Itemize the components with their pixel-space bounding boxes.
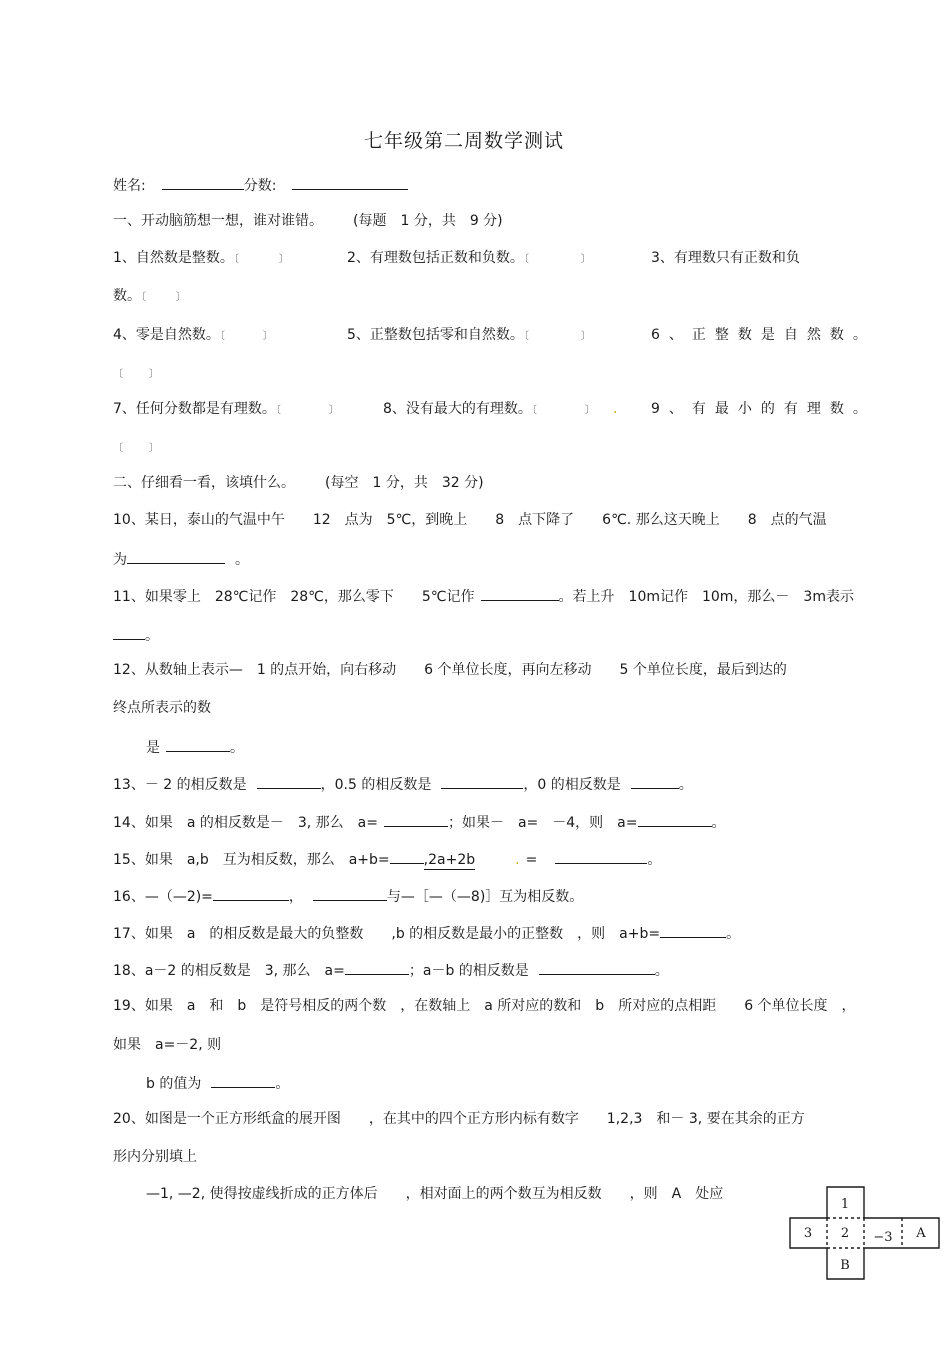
section1-points: (每题 1 分，共 9 分): [353, 213, 503, 229]
q4-text: 4、零是自然数。: [113, 327, 220, 343]
q8-text: 8、没有最大的有理数。: [383, 401, 532, 417]
question-20: 20、如图是一个正方形纸盒的展开图 ，在其中的四个正方形内标有数字 1,2,3 和－ 3, 要在其余的正方: [113, 1111, 805, 1127]
section1-heading-text: 一、开动脑筋想一想，谁对谁错。: [113, 213, 323, 229]
q3-bracket-close: 〕: [176, 292, 186, 303]
q5-bracket-open[interactable]: 〔: [523, 331, 529, 342]
page-title: 七年级第二周数学测试: [364, 130, 565, 152]
q1-bracket-close: 〕: [278, 254, 289, 265]
q9-bracket-open[interactable]: 〔: [113, 443, 123, 454]
q10-end: 。: [235, 552, 249, 568]
q19-text-c: b 的值为: [146, 1076, 202, 1092]
name-label: 姓名:: [113, 178, 146, 194]
q4-bracket-close: 〕: [262, 331, 273, 342]
q18-text-b: ；a－b 的相反数是: [408, 963, 529, 979]
q2-bracket-open[interactable]: 〔: [523, 254, 529, 265]
question-9: 9、有最小的有理数。: [651, 401, 876, 417]
q18-blank-1[interactable]: [345, 960, 409, 975]
q5-text: 5、正整数包括零和自然数。: [347, 327, 524, 343]
question-6-cont: [113, 364, 159, 384]
q4-bracket-open[interactable]: 〔: [219, 331, 225, 342]
q6-bracket-close: 〕: [149, 369, 159, 380]
question-6: 6、正整数是自然数。: [651, 327, 876, 343]
q14-text: 14、如果 a 的相反数是－ 3, 那么 a=: [113, 815, 378, 831]
q15-text-b: ,2a+2b: [423, 852, 476, 868]
q14-text-b: ；如果－ a= －4，则 a=: [447, 815, 638, 831]
question-20-cont: 形内分别填上: [113, 1149, 197, 1165]
question-19-cont2: [146, 1073, 289, 1093]
question-8: [383, 400, 595, 420]
question-7: [113, 400, 339, 420]
section2-points: (每空 1 分，共 32 分): [325, 475, 484, 491]
q13-blank-3[interactable]: [631, 774, 679, 789]
q10-blank[interactable]: [127, 549, 225, 564]
question-14: [113, 812, 726, 832]
q7-text: 7、任何分数都是有理数。: [113, 401, 276, 417]
q18-end: 。: [654, 963, 669, 979]
q16-comma: ，: [288, 889, 303, 905]
q13-blank-2[interactable]: [441, 774, 523, 789]
q14-end: 。: [711, 815, 726, 831]
q11-blank-1[interactable]: [481, 586, 559, 601]
question-2: [347, 249, 591, 269]
q19-end: 。: [275, 1076, 290, 1092]
name-blank[interactable]: [162, 175, 244, 190]
section2-heading-text: 二、仔细看一看，该填什么。: [113, 475, 295, 491]
question-19: 19、如果 a 和 b 是符号相反的两个数 ，在数轴上 a 所对应的数和 b 所对应的点相距 6 个单位长度 ，: [113, 998, 856, 1014]
net-cell-top: 1: [840, 1197, 850, 1212]
q11-blank-2[interactable]: [113, 625, 145, 640]
question-17: [113, 923, 740, 943]
q11-text-b: 。若上升 10m记作 10m，那么－ 3m表示: [558, 589, 854, 605]
q6-bracket-open[interactable]: 〔: [113, 369, 123, 380]
q18-text: 18、a－2 的相反数是 3, 那么 a=: [113, 963, 345, 979]
question-4: [113, 326, 273, 346]
net-cell-center: 2: [840, 1226, 850, 1241]
q13-blank-1[interactable]: [257, 774, 321, 789]
q16-blank-1[interactable]: [213, 886, 289, 901]
section1-heading: [113, 212, 503, 230]
q13-text-c: ，0 的相反数是: [523, 777, 621, 793]
q13-end: 。: [678, 777, 693, 793]
question-13: [113, 774, 693, 794]
q19-blank[interactable]: [211, 1073, 275, 1088]
q16-text-c: 与—［—（—8)］互为相反数。: [386, 889, 584, 905]
q3-text-cont: 数。: [113, 288, 141, 304]
q15-end: 。: [647, 852, 662, 868]
question-16: [113, 886, 583, 906]
question-18: [113, 960, 669, 980]
q8-bracket-open[interactable]: 〔: [531, 405, 537, 416]
net-cell-right1: −3: [873, 1230, 893, 1245]
net-cell-A[interactable]: A: [916, 1226, 926, 1241]
q17-text: 17、如果 a 的相反数是最大的负整数 ,b 的相反数是最小的正整数 ，则 a+b=: [113, 926, 661, 942]
q12-blank[interactable]: [166, 737, 230, 752]
q16-text: 16、—（—2)=: [113, 889, 213, 905]
q18-blank-2[interactable]: [539, 960, 655, 975]
question-9-cont: [113, 438, 159, 458]
q7-bracket-open[interactable]: 〔: [275, 405, 281, 416]
question-19-cont: 如果 a=－2, 则: [113, 1037, 222, 1053]
q15-equals: =: [525, 852, 538, 868]
score-blank[interactable]: [292, 175, 408, 190]
q8-bracket-close: 〕: [584, 405, 595, 416]
q11-text: 11、如果零上 28℃记作 28℃，那么零下 5℃记作: [113, 589, 475, 605]
q11-end: 。: [145, 628, 159, 644]
question-3-cont: [113, 287, 186, 307]
q17-end: 。: [726, 926, 741, 942]
score-label: 分数:: [243, 178, 277, 194]
q12-text-c: 是: [146, 740, 160, 756]
cube-net-figure: [789, 1185, 941, 1281]
q9-bracket-close: 〕: [149, 443, 159, 454]
q14-blank-1[interactable]: [384, 812, 448, 827]
question-3: 3、有理数只有正数和负: [651, 250, 800, 266]
q1-text: 1、自然数是整数。: [113, 250, 234, 266]
question-10-cont: [113, 549, 249, 569]
net-cell-B[interactable]: B: [840, 1258, 850, 1273]
q10-text-cont: 为: [113, 552, 127, 568]
question-12-cont2: [146, 737, 244, 757]
question-15: [113, 849, 661, 870]
q12-end: 。: [230, 740, 244, 756]
q13-text: 13、－ 2 的相反数是: [113, 777, 247, 793]
question-11: [113, 586, 854, 606]
q17-blank[interactable]: [660, 923, 726, 938]
q3-bracket-open[interactable]: 〔: [141, 292, 146, 303]
q2-text: 2、有理数包括正数和负数。: [347, 250, 524, 266]
question-12-cont: 终点所表示的数: [113, 700, 211, 716]
question-20-cont2: —1, —2, 使得按虚线折成的正方体后 ，相对面上的两个数互为相反数 ，则 A 处应: [146, 1186, 724, 1202]
name-score-line: [113, 175, 408, 195]
q13-text-b: ，0.5 的相反数是: [320, 777, 432, 793]
q1-bracket-open[interactable]: 〔: [233, 254, 239, 265]
q7-bracket-close: 〕: [328, 405, 339, 416]
question-11-cont: [113, 625, 159, 645]
question-5: [347, 326, 591, 346]
section2-heading: [113, 474, 484, 492]
net-cell-left: 3: [803, 1226, 813, 1241]
question-1: [113, 249, 289, 269]
q5-bracket-close: 〕: [580, 331, 591, 342]
q15-text: 15、如果 a,b 互为相反数，那么 a+b=: [113, 852, 390, 868]
q16-blank-2[interactable]: [313, 886, 387, 901]
question-12: 12、从数轴上表示— 1 的点开始，向右移动 6 个单位长度，再向左移动 5 个单位长度，最后到达的: [113, 662, 787, 678]
q15-blank-2[interactable]: [555, 849, 647, 864]
decorative-dot: .: [613, 401, 618, 417]
q14-blank-2[interactable]: [638, 812, 712, 827]
q2-bracket-close: 〕: [580, 254, 591, 265]
q15-blank-1[interactable]: [390, 849, 424, 864]
question-10: 10、某日，泰山的气温中午 12 点为 5℃，到晚上 8 点下降了 6℃. 那么这天晚上 8 点的气温: [113, 512, 827, 528]
decorative-dot-2: .: [515, 852, 520, 868]
